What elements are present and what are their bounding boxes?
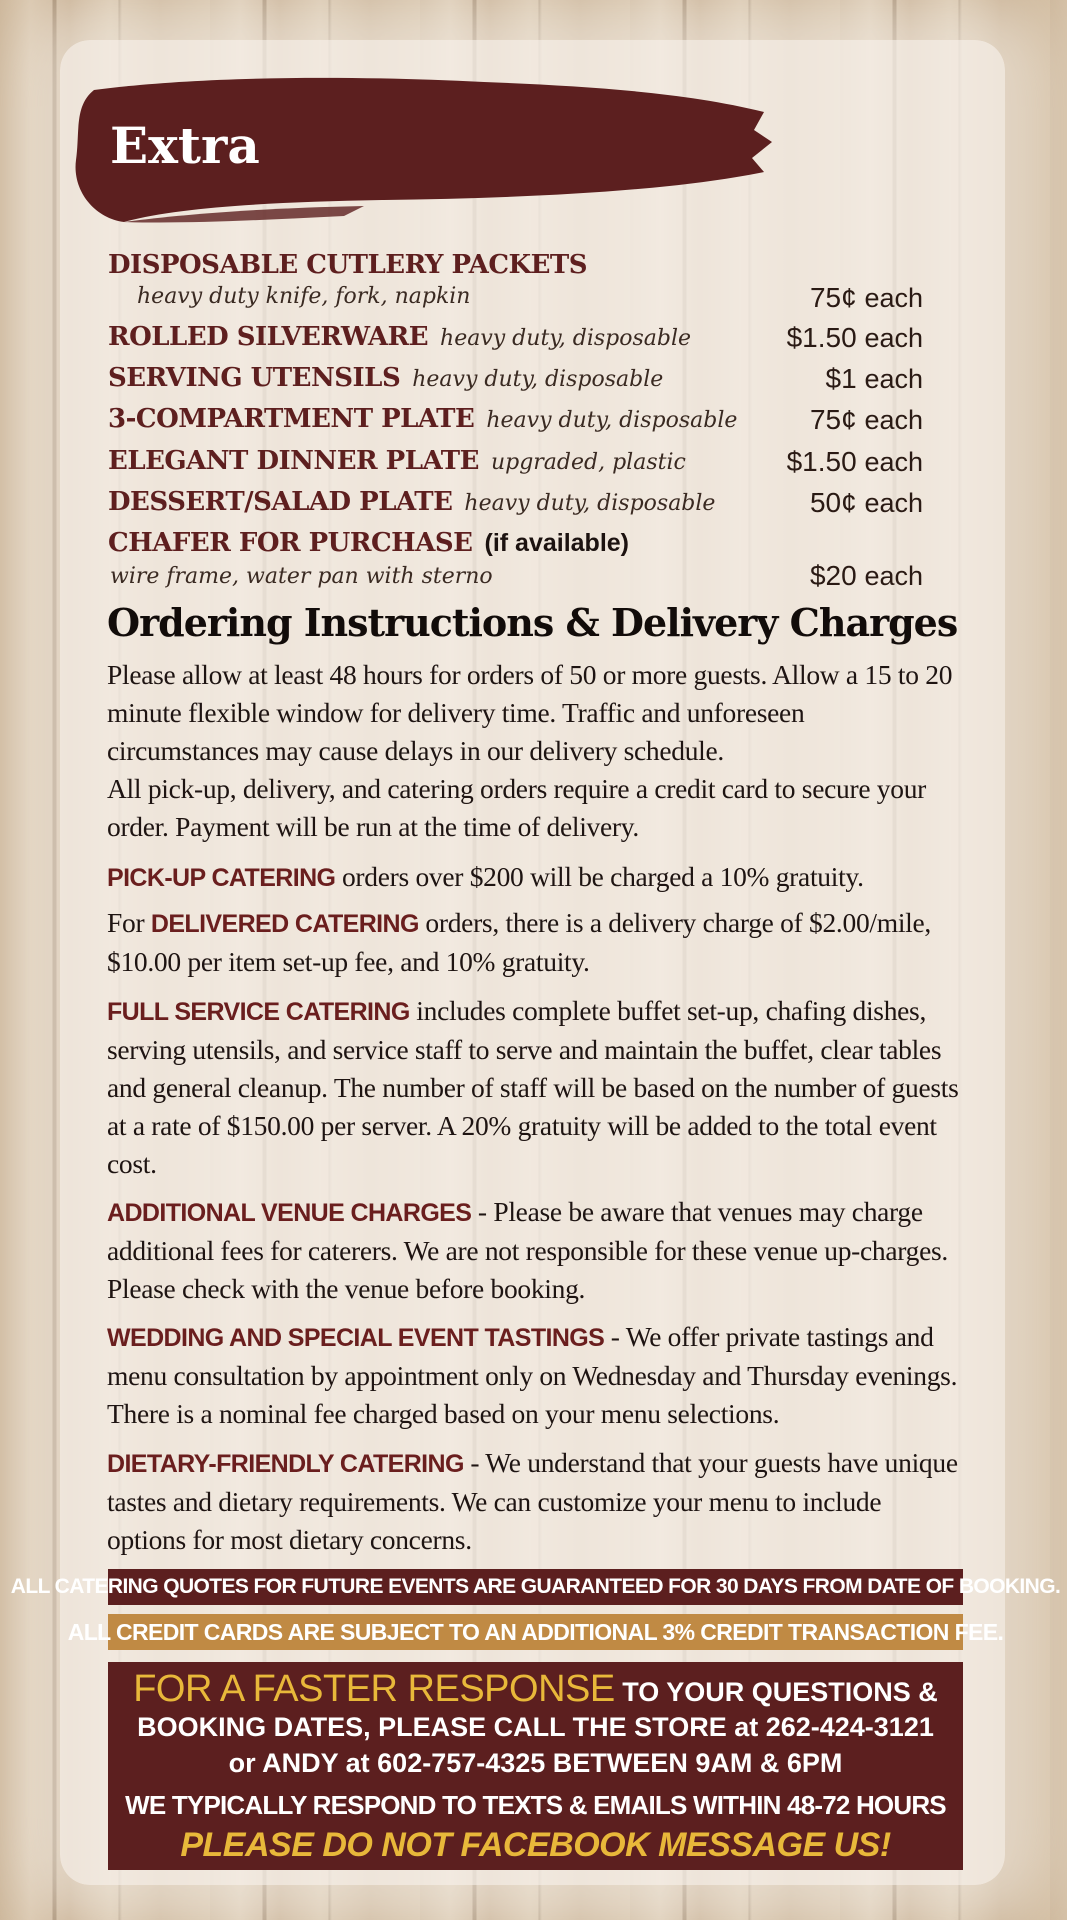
item-price-row <box>108 560 923 600</box>
item-price <box>810 282 923 314</box>
price-value: 75¢ <box>809 282 857 313</box>
item-description: heavy duty, disposable <box>464 491 716 516</box>
price-unit: each <box>864 561 923 591</box>
tastings-label: WEDDING AND SPECIAL EVENT TASTINGS <box>107 1324 605 1352</box>
delivered-prefix: For <box>107 907 151 938</box>
menu-item <box>108 322 923 362</box>
item-name: ROLLED SILVERWARE <box>108 322 429 352</box>
item-name: CHAFER FOR PURCHASE <box>108 528 473 558</box>
full-service-text: includes complete buffet set-up, chafing dishes, serving utensils, and service staff to serve and maintain the buffet, clear tables and general cleanup. The number of staff will be based on the number of guests at a rate of $150.00 per server. A 20% gratuity will be added to the total event cost. <box>107 995 959 1179</box>
item-price-row <box>108 282 923 322</box>
menu-item <box>108 363 923 403</box>
price-value: $1.50 <box>786 322 857 353</box>
item-price <box>826 363 924 395</box>
price-value: 75¢ <box>809 404 857 435</box>
page-title: Extra <box>110 116 260 175</box>
item-name: ELEGANT DINNER PLATE <box>108 446 479 476</box>
menu-item <box>108 446 923 486</box>
item-description: heavy duty, disposable <box>486 408 738 433</box>
venue-text: - Please be aware that venues may charge additional fees for caterers. We are not responsible for these venue up-charges. Please check with the venue before booking. <box>107 1196 948 1304</box>
price-value: $1.50 <box>786 446 857 477</box>
dietary-text: - We understand that your guests have unique tastes and dietary requirements. We can customize your menu to include options for most dietary concerns. <box>107 1447 958 1555</box>
venue-paragraph <box>107 1193 962 1308</box>
full-service-paragraph <box>107 992 962 1183</box>
item-name: DESSERT/SALAD PLATE <box>108 487 453 517</box>
item-description: upgraded, plastic <box>490 450 686 475</box>
tastings-paragraph <box>107 1318 962 1433</box>
tastings-text: - We offer private tastings and menu consultation by appointment only on Wednesday and Thursday evenings. There is a nominal fee charged based on your menu selections. <box>107 1321 958 1429</box>
delivered-paragraph <box>107 904 962 981</box>
item-availability-note: (if available) <box>484 529 629 557</box>
item-description: heavy duty, disposable <box>412 367 664 392</box>
menu-item <box>108 404 923 444</box>
contact-store-phone: BOOKING DATES, PLEASE CALL THE STORE at 262-424-3121 <box>137 1712 934 1742</box>
item-description: heavy duty, disposable <box>440 326 692 351</box>
contact-line-1-rest: TO YOUR QUESTIONS & <box>614 1677 938 1707</box>
item-price <box>810 404 923 436</box>
menu-item <box>108 487 923 527</box>
no-facebook-warning: PLEASE DO NOT FACEBOOK MESSAGE US! <box>180 1826 891 1864</box>
dietary-label: DIETARY-FRIENDLY CATERING <box>107 1450 464 1478</box>
price-value: $20 <box>809 560 857 591</box>
item-description: heavy duty knife, fork, napkin <box>137 284 471 309</box>
price-value: 50¢ <box>809 487 857 518</box>
price-unit: each <box>864 488 923 518</box>
delivered-label: DELIVERED CATERING <box>150 910 419 938</box>
pickup-label: PICK-UP CATERING <box>107 864 336 892</box>
item-name: DISPOSABLE CUTLERY PACKETS <box>108 250 588 280</box>
item-price <box>810 560 923 592</box>
credit-fee-notice: ALL CREDIT CARDS ARE SUBJECT TO AN ADDITIONAL 3% CREDIT TRANSACTION FEE. <box>108 1614 963 1650</box>
item-name: 3-COMPARTMENT PLATE <box>108 404 475 434</box>
section-title: Ordering Instructions & Delivery Charges <box>107 600 958 645</box>
item-price <box>810 487 923 519</box>
item-price <box>787 322 923 354</box>
item-name: SERVING UTENSILS <box>108 363 401 393</box>
price-unit: each <box>864 447 923 477</box>
price-unit: each <box>864 283 923 313</box>
item-description: wire frame, water pan with sterno <box>110 564 493 589</box>
price-unit: each <box>864 364 923 394</box>
pickup-text: orders over $200 will be charged a 10% gratuity. <box>335 861 864 892</box>
contact-line-1 <box>108 1668 963 1711</box>
venue-label: ADDITIONAL VENUE CHARGES <box>107 1199 472 1227</box>
contact-box <box>108 1662 963 1870</box>
price-unit: each <box>864 405 923 435</box>
price-value: $1 <box>825 363 857 394</box>
delivered-text: orders, there is a delivery charge of $2.00/mile, $10.00 per item set-up fee, and 10% gratuity. <box>107 907 931 977</box>
quote-guarantee-notice: ALL CATERING QUOTES FOR FUTURE EVENTS ARE GUARANTEED FOR 30 DAYS FROM DATE OF BOOKING. <box>108 1569 963 1605</box>
intro-paragraph: Please allow at least 48 hours for orders of 50 or more guests. Allow a 15 to 20 minute flexible window for delivery time. Traffic and unforeseen circumstances may cause delays in our delivery schedule. <box>107 659 953 766</box>
faster-response-heading: FOR A FASTER RESPONSE <box>133 1668 615 1710</box>
item-price <box>787 446 923 478</box>
payment-paragraph: All pick-up, delivery, and catering orders require a credit card to secure your order. Payment will be run at the time of delivery. <box>107 773 927 842</box>
response-time-note: WE TYPICALLY RESPOND TO TEXTS & EMAILS WITHIN 48-72 HOURS <box>125 1790 946 1820</box>
contact-andy-phone: or ANDY at 602-757-4325 BETWEEN 9AM & 6PM <box>228 1748 843 1778</box>
pickup-paragraph <box>107 858 962 897</box>
full-service-label: FULL SERVICE CATERING <box>107 998 410 1026</box>
price-unit: each <box>864 323 923 353</box>
header-banner <box>64 72 774 232</box>
dietary-paragraph <box>107 1444 962 1559</box>
